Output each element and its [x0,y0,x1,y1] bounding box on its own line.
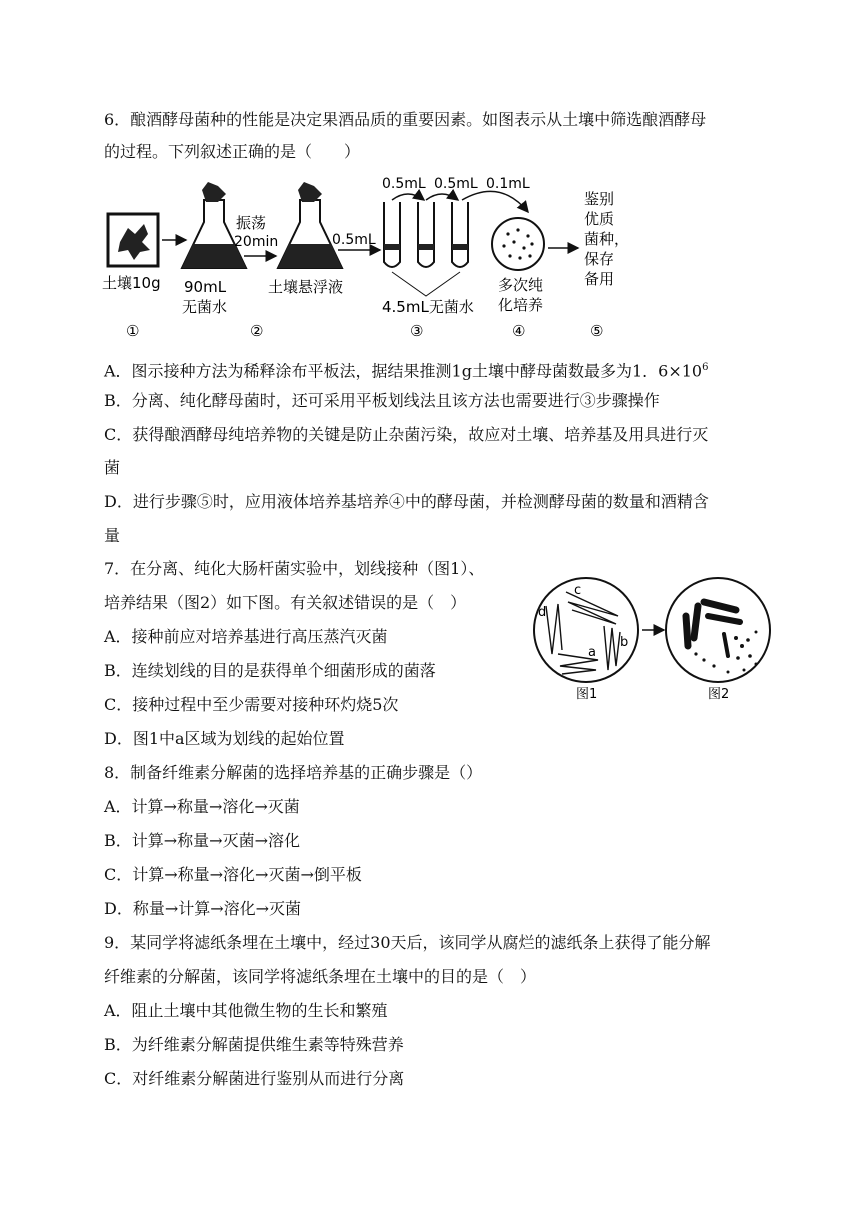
flask-90ml-label2: 无菌水 [182,298,228,316]
step-3: ③ [410,322,424,340]
colony-growth [686,602,740,656]
flask-90ml-label1: 90mL [184,278,227,296]
q6-option-d-line2: 量 [104,526,121,545]
q6-figure [100,172,630,342]
q6-stem-line1: 6．酿酒酵母菌种的性能是决定果酒品质的重要因素。如图表示从土壤中筛选酿酒酵母 [104,110,707,129]
shake-label1: 振荡 [236,214,267,232]
region-a-label: a [588,645,596,660]
q7-stem-line2: 培养结果（图2）如下图。有关叙述错误的是（ ） [104,593,467,612]
tube-top-label-c: 0.1mL [486,176,530,192]
q8-option-c[interactable]: C．计算→称量→溶化→灭菌→倒平板 [104,865,362,884]
fig1-label: 图1 [576,687,598,702]
q7-option-a[interactable]: A．接种前应对培养基进行高压蒸汽灭菌 [104,627,388,646]
q7-option-b[interactable]: B．连续划线的目的是获得单个细菌形成的菌落 [104,661,436,680]
q8-stem: 8．制备纤维素分解菌的选择培养基的正确步骤是（） [104,763,483,782]
q9-option-b[interactable]: B．为纤维素分解菌提供维生素等特殊营养 [104,1035,404,1054]
colony-plate-fig2 [666,578,770,682]
region-d-label: d [538,605,547,620]
tube-top-label-a: 0.5mL [382,176,426,192]
q6-option-a-exponent: 6 [702,362,709,373]
q6-stem-line2: 的过程。下列叙述正确的是（ ） [104,142,361,161]
q7-figure [528,576,778,702]
q9-stem-line1: 9．某同学将滤纸条埋在土壤中，经过30天后，该同学从腐烂的滤纸条上获得了能分解 [104,933,711,952]
q9-stem-line2: 纤维素的分解菌，该同学将滤纸条埋在土壤中的目的是（ ） [104,967,537,986]
final-label-5: 备用 [584,270,615,288]
tubes-label: 4.5mL无菌水 [382,298,474,316]
shake-label2: 20min [234,234,279,250]
soil-label: 土壤10g [102,274,161,292]
final-label-1: 鉴别 [584,190,615,208]
transfer-05-label: 0.5mL [332,232,376,248]
step-2: ② [250,322,264,340]
q6-option-c-line1[interactable]: C．获得酿酒酵母纯培养物的关键是防止杂菌污染，故应对土壤、培养基及用具进行灭 [104,425,709,444]
suspension-label: 土壤悬浮液 [268,278,344,296]
tube-top-label-b: 0.5mL [434,176,478,192]
q7-option-d[interactable]: D．图1中a区域为划线的起始位置 [104,729,345,748]
step-5: ⑤ [590,322,604,340]
q8-option-a[interactable]: A．计算→称量→溶化→灭菌 [104,797,300,816]
final-label-3: 菌种， [584,230,630,248]
q8-option-d[interactable]: D．称量→计算→溶化→灭菌 [104,899,302,918]
q9-option-c[interactable]: C．对纤维素分解菌进行鉴别从而进行分离 [104,1069,405,1088]
final-label-4: 保存 [584,250,615,268]
plate-label1: 多次纯 [498,276,544,294]
q6-option-a[interactable] [104,357,708,382]
region-c-label: c [574,583,582,598]
final-label-2: 优质 [584,210,615,228]
step-4: ④ [512,322,526,340]
q9-option-a[interactable]: A．阻止土壤中其他微生物的生长和繁殖 [104,1001,388,1020]
fig2-label: 图2 [708,687,730,702]
q6-option-c-line2: 菌 [104,458,121,477]
culture-plate-icon [492,218,544,270]
q6-option-b[interactable]: B．分离、纯化酵母菌时，还可采用平板划线法且该方法也需要进行③步骤操作 [104,391,660,410]
q7-option-c[interactable]: C．接种过程中至少需要对接种环灼烧5次 [104,695,399,714]
step-1: ① [126,322,140,340]
q6-option-a-text: A．图示接种方法为稀释涂布平板法，据结果推测1g土壤中酵母菌数最多为1．6×10 [104,361,703,381]
region-b-label: b [620,635,629,650]
flask-suspension-icon [278,182,342,268]
q8-option-b[interactable]: B．计算→称量→灭菌→溶化 [104,831,300,850]
q7-stem-line1: 7．在分离、纯化大肠杆菌实验中，划线接种（图1）、 [104,559,485,578]
plate-label2: 化培养 [498,296,544,314]
q6-option-d-line1[interactable]: D．进行步骤⑤时，应用液体培养基培养④中的酵母菌，并检测酵母菌的数量和酒精含 [104,492,709,511]
soil-sample-icon [118,224,150,260]
